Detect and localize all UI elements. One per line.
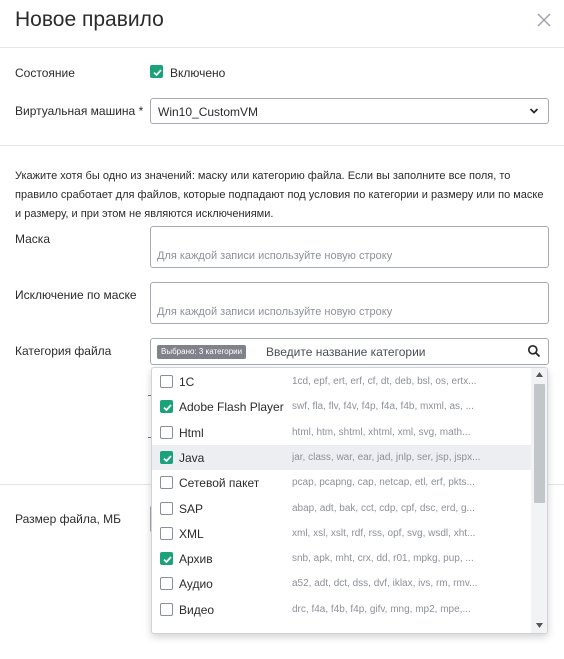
category-option-name: Html	[179, 426, 204, 440]
close-icon[interactable]	[535, 11, 553, 29]
vm-label: Виртуальная машина *	[15, 104, 144, 118]
category-option[interactable]	[152, 394, 531, 419]
scrollbar-thumb[interactable]	[534, 384, 545, 503]
search-icon[interactable]	[527, 344, 541, 358]
category-option-extensions: abap, adt, bak, cct, cdp, cpf, dsc, erd, g...	[292, 503, 475, 514]
category-option[interactable]	[152, 571, 531, 596]
mask-label: Маска	[15, 232, 50, 246]
check-icon	[162, 453, 173, 464]
enabled-checkbox-label[interactable]: Включено	[170, 66, 226, 80]
category-option-checkbox[interactable]	[160, 400, 173, 413]
dropdown-scrollbar[interactable]	[531, 368, 548, 633]
enabled-checkbox[interactable]	[150, 65, 163, 78]
category-option-extensions: snb, apk, mht, crx, dd, r01, mpkg, pup, ...	[292, 553, 474, 564]
category-option-extensions: drc, f4a, f4b, f4p, gifv, mng, mp2, mpe,...	[292, 604, 471, 615]
category-label: Категория файла	[15, 344, 112, 358]
exclusion-label: Исключение по маске	[15, 288, 137, 302]
category-option-checkbox[interactable]	[160, 375, 173, 388]
category-option-checkbox[interactable]	[160, 502, 173, 515]
category-option-name: Java	[179, 451, 205, 465]
category-option-name: 1C	[179, 375, 195, 389]
category-option-checkbox[interactable]	[160, 603, 173, 616]
category-option[interactable]	[152, 470, 531, 495]
category-option-checkbox[interactable]	[160, 426, 173, 439]
scroll-up-arrow-icon[interactable]	[536, 372, 543, 377]
selected-count-badge: Выбрано: 3 категории	[157, 345, 246, 359]
category-option-name: Сетевой пакет	[179, 476, 260, 490]
scroll-down-arrow-icon[interactable]	[536, 623, 543, 628]
exclusion-placeholder: Для каждой записи используйте новую строку	[157, 306, 393, 318]
category-option-checkbox[interactable]	[160, 577, 173, 590]
check-icon	[162, 554, 173, 565]
category-option-checkbox[interactable]	[160, 451, 173, 464]
category-option[interactable]	[152, 420, 531, 445]
hint-text: Укажите хотя бы одно из значений: маску или категорию файла. Если вы заполните все поля, то правило сработает для файлов, которые подпадают под условия по категории и размеру или по маске и размеру, и при этом не являются исключениями.	[15, 170, 544, 220]
chevron-down-icon	[529, 107, 539, 115]
vm-select[interactable]	[150, 98, 549, 124]
category-option-checkbox[interactable]	[160, 476, 173, 489]
category-option-name: Аудио	[179, 577, 213, 591]
category-option-extensions: 1cd, epf, ert, erf, cf, dt, deb, bsl, os, ertx...	[292, 376, 477, 387]
file-size-label: Размер файла, МБ	[15, 512, 122, 526]
dialog-header	[0, 0, 564, 48]
category-option[interactable]	[152, 546, 531, 571]
category-option-name: SAP	[179, 502, 204, 516]
category-dropdown	[151, 367, 548, 634]
mask-textarea[interactable]	[150, 226, 549, 268]
state-label: Состояние	[15, 66, 75, 80]
category-search-input[interactable]	[150, 338, 549, 365]
category-option-extensions: swf, fla, flv, f4v, f4p, f4a, f4b, mxml, as, ...	[292, 401, 474, 412]
category-option-extensions: html, htm, shtml, xhtml, xml, svg, math...	[292, 427, 471, 438]
category-option[interactable]	[152, 369, 531, 394]
category-option-extensions: xml, xsl, xslt, rdf, rss, opf, svg, wsdl, xht...	[292, 528, 476, 539]
check-icon	[162, 402, 173, 413]
category-option-checkbox[interactable]	[160, 552, 173, 565]
check-icon	[152, 67, 163, 78]
category-option[interactable]	[152, 597, 531, 622]
category-option-name: Архив	[179, 552, 213, 566]
category-option-name: Видео	[179, 603, 215, 617]
category-option[interactable]	[152, 445, 531, 470]
category-option-name: Adobe Flash Player	[179, 400, 284, 414]
category-option-extensions: jar, class, war, ear, jad, jnlp, ser, jsp, jspx...	[292, 452, 481, 463]
exclusion-textarea[interactable]	[150, 282, 549, 324]
mask-placeholder: Для каждой записи используйте новую строку	[157, 250, 393, 262]
category-option-extensions: pcap, pcapng, cap, netcap, etl, erf, pkts...	[292, 477, 475, 488]
category-search-placeholder: Введите название категории	[266, 345, 426, 359]
category-option[interactable]	[152, 521, 531, 546]
category-option[interactable]	[152, 496, 531, 521]
section-divider	[0, 145, 564, 146]
vm-select-value: Win10_CustomVM	[158, 105, 259, 119]
category-option-extensions: a52, adt, dct, dss, dvf, iklax, ivs, rm, rmv...	[292, 578, 478, 589]
category-option-checkbox[interactable]	[160, 527, 173, 540]
category-option-name: XML	[179, 527, 204, 541]
dialog-title: Новое правило	[15, 8, 164, 31]
